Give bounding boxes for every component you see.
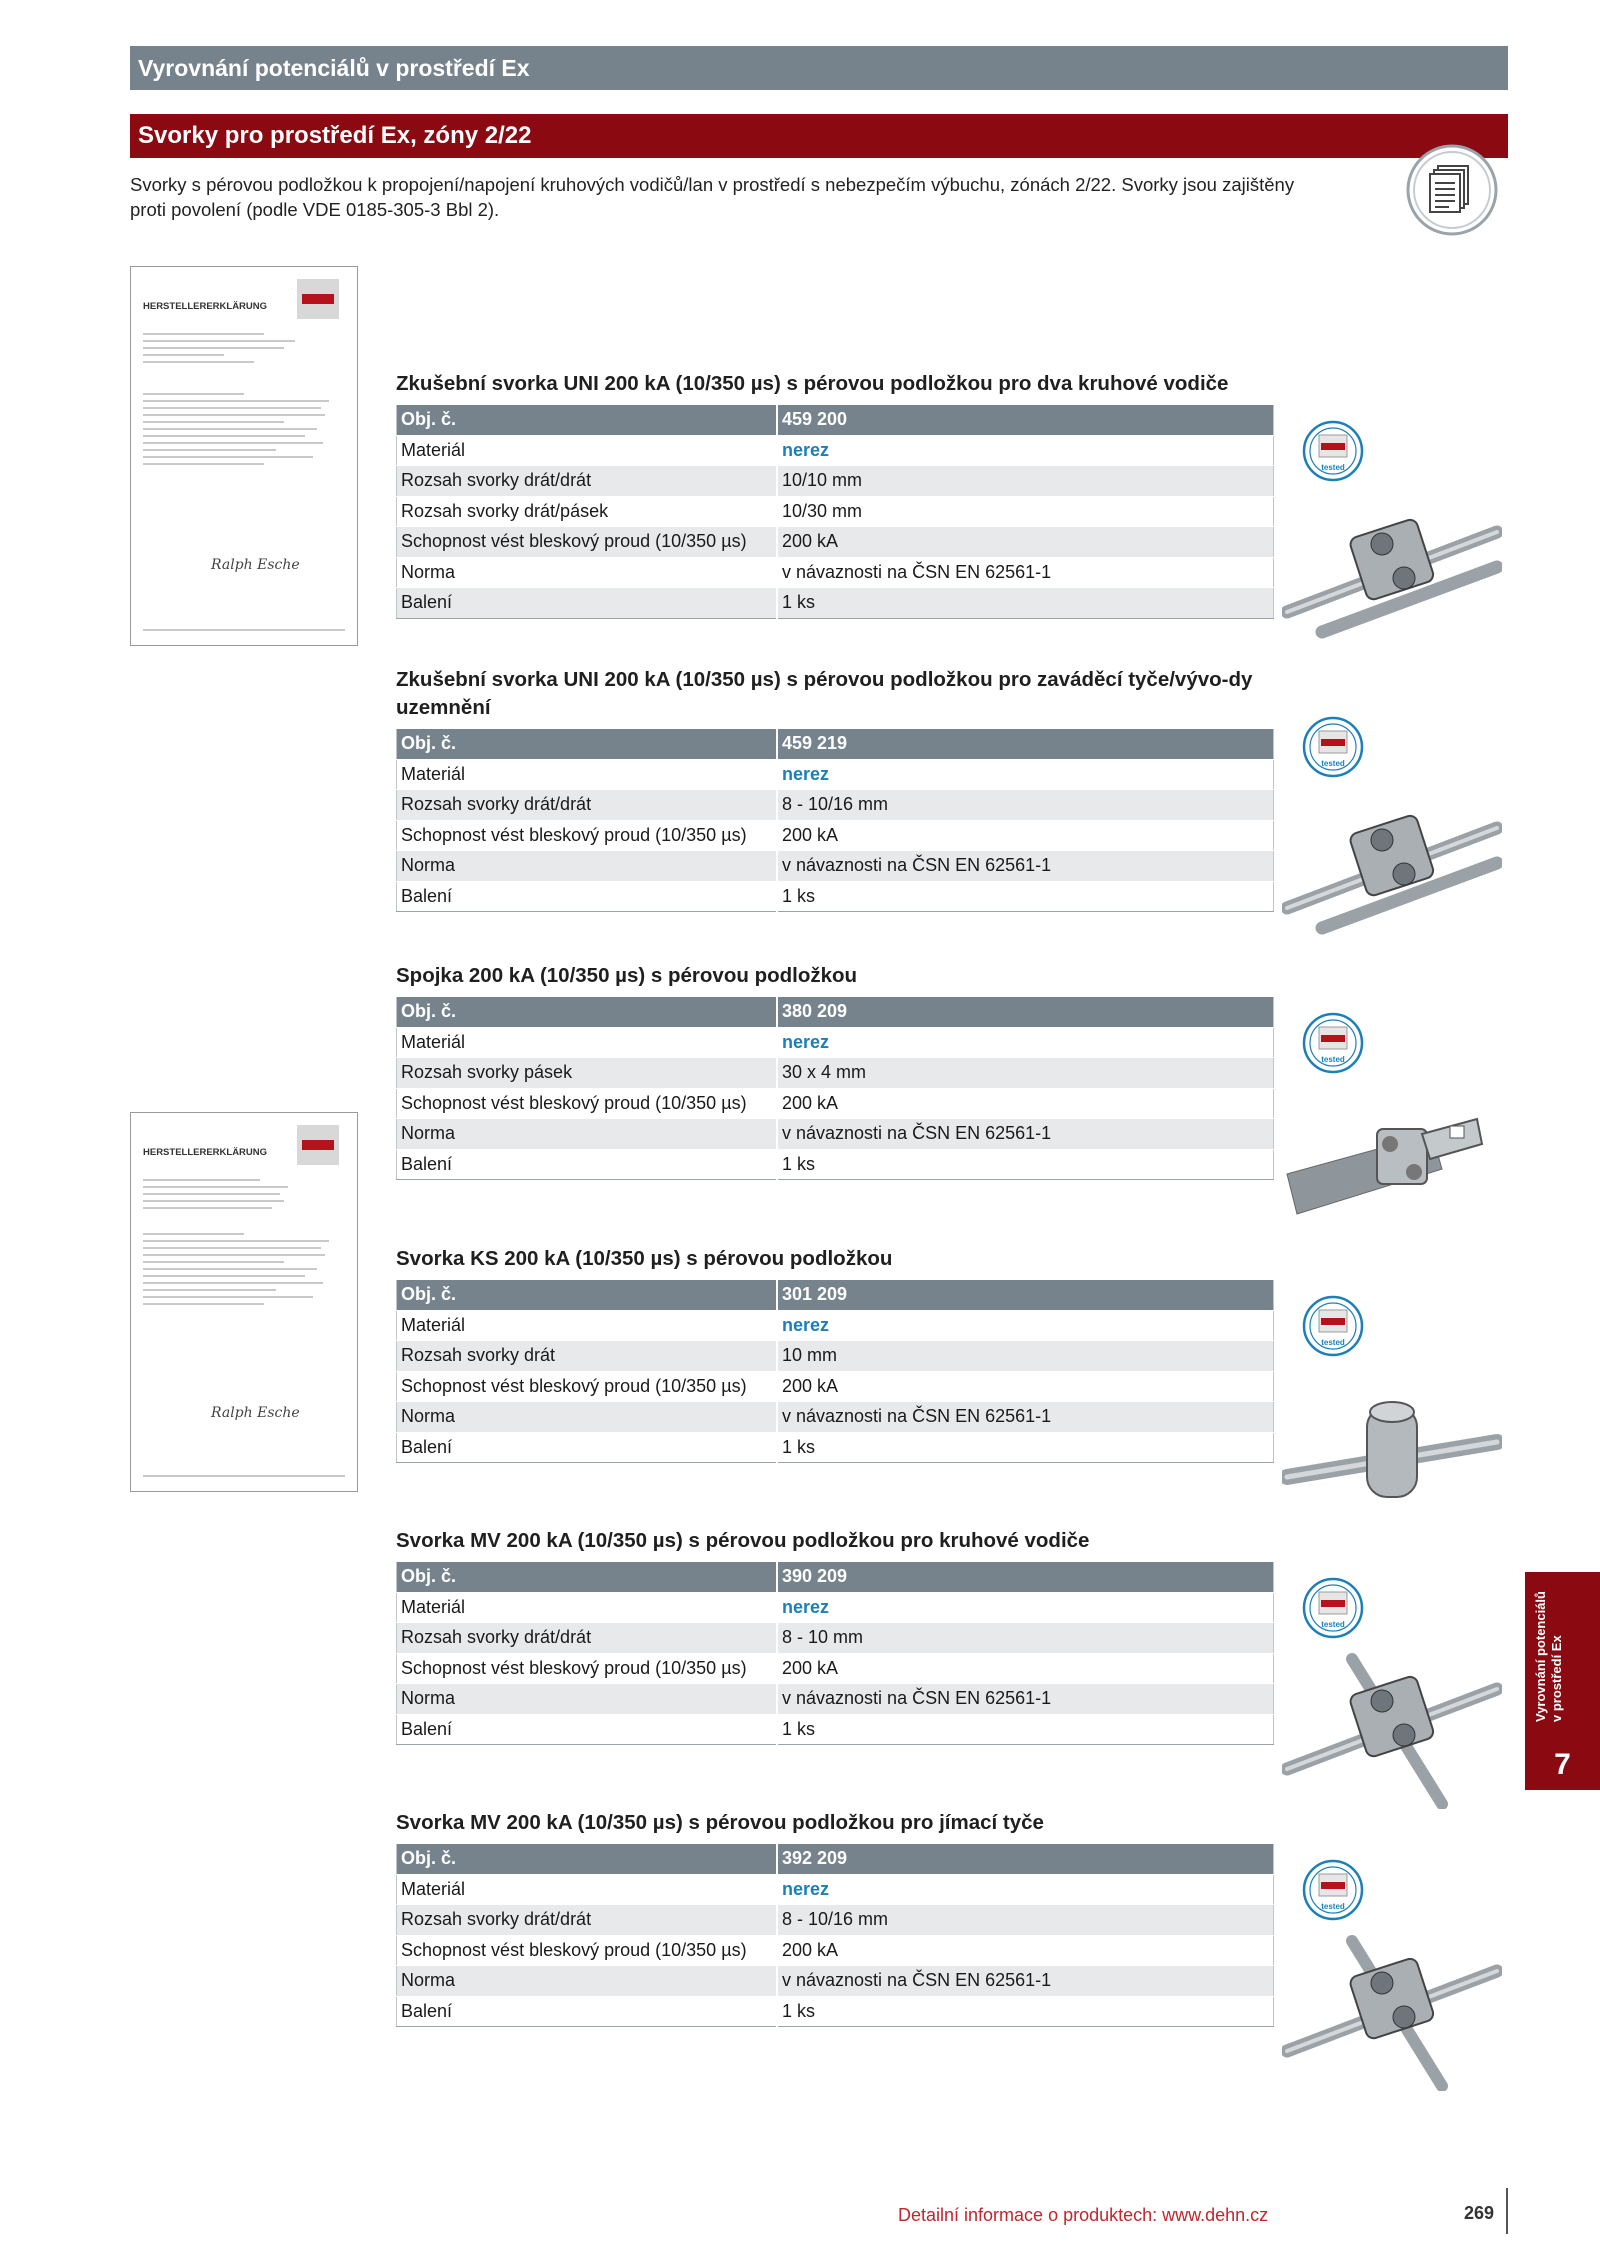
tested-badge-icon bbox=[1302, 1012, 1364, 1074]
dehn-logo bbox=[297, 1125, 339, 1165]
spec-value: 1 ks bbox=[777, 1996, 1274, 2027]
chapter-tab[interactable] bbox=[1525, 1572, 1600, 1790]
spec-table bbox=[396, 1562, 1274, 1745]
spec-row bbox=[397, 881, 1274, 912]
spec-value: 301 209 bbox=[777, 1280, 1274, 1310]
spec-label: Materiál bbox=[397, 759, 778, 790]
tested-badge-icon bbox=[1302, 420, 1364, 482]
spec-label: Norma bbox=[397, 1119, 778, 1150]
spec-value: 10/10 mm bbox=[777, 466, 1274, 497]
spec-table bbox=[396, 997, 1274, 1180]
section-title: Vyrovnání potenciálů v prostředí Ex bbox=[130, 46, 1508, 90]
spec-row bbox=[397, 527, 1274, 558]
spec-table bbox=[396, 1844, 1274, 2027]
spec-label: Obj. č. bbox=[397, 729, 778, 759]
spec-label: Obj. č. bbox=[397, 1562, 778, 1592]
spec-value: v návaznosti na ČSN EN 62561-1 bbox=[777, 557, 1274, 588]
spec-label: Norma bbox=[397, 557, 778, 588]
tested-badge-icon bbox=[1302, 716, 1364, 778]
spec-label: Materiál bbox=[397, 1310, 778, 1341]
product-photo bbox=[1282, 1074, 1502, 1244]
spec-value: 200 kA bbox=[777, 527, 1274, 558]
spec-row bbox=[397, 466, 1274, 497]
spec-value: nerez bbox=[777, 1310, 1274, 1341]
spec-value: 200 kA bbox=[777, 1371, 1274, 1402]
product-title: Zkušební svorka UNI 200 kA (10/350 µs) s pérovou podložkou pro dva kruhové vodiče bbox=[396, 372, 1229, 395]
spec-value: 200 kA bbox=[777, 1088, 1274, 1119]
tested-label: tested bbox=[1321, 1902, 1345, 1911]
spec-row bbox=[397, 1592, 1274, 1623]
tested-badge-icon bbox=[1302, 1577, 1364, 1639]
spec-value: 459 200 bbox=[777, 405, 1274, 435]
product-photo bbox=[1282, 482, 1502, 652]
spec-label: Balení bbox=[397, 881, 778, 912]
spec-value: 380 209 bbox=[777, 997, 1274, 1027]
spec-label: Norma bbox=[397, 1684, 778, 1715]
spec-label: Rozsah svorky drát/drát bbox=[397, 1623, 778, 1654]
spec-row bbox=[397, 851, 1274, 882]
spec-row bbox=[397, 1996, 1274, 2027]
spec-label: Materiál bbox=[397, 1592, 778, 1623]
spec-table bbox=[396, 729, 1274, 912]
page-rule bbox=[1506, 2188, 1508, 2234]
spec-row bbox=[397, 1935, 1274, 1966]
spec-header-row bbox=[397, 1562, 1274, 1592]
spec-value: 459 219 bbox=[777, 729, 1274, 759]
spec-row bbox=[397, 1119, 1274, 1150]
spec-value: 392 209 bbox=[777, 1844, 1274, 1874]
product-459219 bbox=[396, 666, 1276, 912]
spec-label: Balení bbox=[397, 1996, 778, 2027]
tested-badge-icon bbox=[1302, 1859, 1364, 1921]
spec-row bbox=[397, 1653, 1274, 1684]
certificate-text bbox=[143, 333, 345, 470]
spec-label: Balení bbox=[397, 1149, 778, 1180]
spec-value: nerez bbox=[777, 435, 1274, 466]
spec-label: Rozsah svorky pásek bbox=[397, 1058, 778, 1089]
spec-label: Obj. č. bbox=[397, 1280, 778, 1310]
spec-row bbox=[397, 588, 1274, 619]
spec-value: v návaznosti na ČSN EN 62561-1 bbox=[777, 1684, 1274, 1715]
spec-label: Obj. č. bbox=[397, 1844, 778, 1874]
spec-value: v návaznosti na ČSN EN 62561-1 bbox=[777, 1402, 1274, 1433]
spec-label: Schopnost vést bleskový proud (10/350 µs) bbox=[397, 1935, 778, 1966]
certificate-title: HERSTELLERERKLÄRUNG bbox=[143, 301, 268, 312]
spec-label: Rozsah svorky drát/drát bbox=[397, 790, 778, 821]
product-title: Spojka 200 kA (10/350 µs) s pérovou podložkou bbox=[396, 964, 858, 987]
spec-label: Schopnost vést bleskový proud (10/350 µs) bbox=[397, 820, 778, 851]
spec-row bbox=[397, 435, 1274, 466]
product-title: Svorka MV 200 kA (10/350 µs) s pérovou podložkou pro kruhové vodiče bbox=[396, 1529, 1090, 1552]
certificate-thumbnail-2[interactable] bbox=[130, 1112, 358, 1492]
certificate-signature: Ralph Esche bbox=[211, 557, 300, 573]
spec-value: 1 ks bbox=[777, 588, 1274, 619]
spec-row bbox=[397, 820, 1274, 851]
spec-value: 30 x 4 mm bbox=[777, 1058, 1274, 1089]
tested-badge-icon bbox=[1302, 1295, 1364, 1357]
product-title: Zkušební svorka UNI 200 kA (10/350 µs) s pérovou podložkou pro zaváděcí tyče/vývo-dy uzemnění bbox=[396, 668, 1253, 719]
spec-label: Materiál bbox=[397, 1027, 778, 1058]
spec-row bbox=[397, 496, 1274, 527]
product-392209 bbox=[396, 1809, 1276, 2027]
spec-label: Rozsah svorky drát/pásek bbox=[397, 496, 778, 527]
tested-label: tested bbox=[1321, 759, 1345, 768]
product-photo bbox=[1282, 1639, 1502, 1809]
spec-label: Schopnost vést bleskový proud (10/350 µs) bbox=[397, 1088, 778, 1119]
spec-value: 10/30 mm bbox=[777, 496, 1274, 527]
certificate-signature: Ralph Esche bbox=[211, 1405, 300, 1421]
spec-label: Obj. č. bbox=[397, 997, 778, 1027]
spec-value: 10 mm bbox=[777, 1341, 1274, 1372]
product-title: Svorka MV 200 kA (10/350 µs) s pérovou podložkou pro jímací tyče bbox=[396, 1811, 1044, 1834]
spec-header-row bbox=[397, 1844, 1274, 1874]
spec-value: 8 - 10 mm bbox=[777, 1623, 1274, 1654]
tested-label: tested bbox=[1321, 463, 1345, 472]
spec-row bbox=[397, 1058, 1274, 1089]
spec-row bbox=[397, 1027, 1274, 1058]
spec-row bbox=[397, 1684, 1274, 1715]
spec-value: v návaznosti na ČSN EN 62561-1 bbox=[777, 1119, 1274, 1150]
chapter-number: 7 bbox=[1554, 1748, 1571, 1781]
spec-value: 8 - 10/16 mm bbox=[777, 790, 1274, 821]
spec-table bbox=[396, 1280, 1274, 1463]
spec-label: Materiál bbox=[397, 1874, 778, 1905]
spec-label: Balení bbox=[397, 588, 778, 619]
spec-row bbox=[397, 1874, 1274, 1905]
spec-header-row bbox=[397, 729, 1274, 759]
spec-label: Materiál bbox=[397, 435, 778, 466]
spec-row bbox=[397, 759, 1274, 790]
spec-row bbox=[397, 1310, 1274, 1341]
product-459200 bbox=[396, 370, 1276, 619]
spec-row bbox=[397, 1341, 1274, 1372]
certificate-text bbox=[143, 1179, 345, 1310]
spec-row bbox=[397, 1966, 1274, 1997]
spec-value: 1 ks bbox=[777, 1714, 1274, 1745]
spec-row bbox=[397, 1402, 1274, 1433]
spec-header-row bbox=[397, 405, 1274, 435]
spec-header-row bbox=[397, 1280, 1274, 1310]
spec-row bbox=[397, 790, 1274, 821]
spec-label: Schopnost vést bleskový proud (10/350 µs) bbox=[397, 527, 778, 558]
product-photo bbox=[1282, 1357, 1502, 1527]
product-title: Svorka KS 200 kA (10/350 µs) s pérovou podložkou bbox=[396, 1247, 893, 1270]
spec-value: 200 kA bbox=[777, 820, 1274, 851]
spec-row bbox=[397, 1432, 1274, 1463]
spec-value: v návaznosti na ČSN EN 62561-1 bbox=[777, 851, 1274, 882]
spec-label: Norma bbox=[397, 851, 778, 882]
spec-label: Norma bbox=[397, 1966, 778, 1997]
spec-value: 200 kA bbox=[777, 1653, 1274, 1684]
product-photo bbox=[1282, 778, 1502, 948]
spec-value: 8 - 10/16 mm bbox=[777, 1905, 1274, 1936]
spec-row bbox=[397, 1905, 1274, 1936]
spec-value: 390 209 bbox=[777, 1562, 1274, 1592]
spec-row bbox=[397, 1088, 1274, 1119]
spec-value: 200 kA bbox=[777, 1935, 1274, 1966]
spec-row bbox=[397, 1371, 1274, 1402]
spec-value: nerez bbox=[777, 1027, 1274, 1058]
spec-label: Norma bbox=[397, 1402, 778, 1433]
product-380209 bbox=[396, 962, 1276, 1180]
spec-label: Balení bbox=[397, 1714, 778, 1745]
spec-label: Obj. č. bbox=[397, 405, 778, 435]
certificate-thumbnail-1[interactable] bbox=[130, 266, 358, 646]
certificate-title: HERSTELLERERKLÄRUNG bbox=[143, 1147, 268, 1158]
spec-label: Rozsah svorky drát bbox=[397, 1341, 778, 1372]
spec-value: v návaznosti na ČSN EN 62561-1 bbox=[777, 1966, 1274, 1997]
spec-value: nerez bbox=[777, 1874, 1274, 1905]
spec-label: Schopnost vést bleskový proud (10/350 µs) bbox=[397, 1371, 778, 1402]
chapter-tab-label: Vyrovnání potenciálů v prostředí Ex bbox=[1533, 1591, 1564, 1722]
spec-label: Rozsah svorky drát/drát bbox=[397, 1905, 778, 1936]
intro-text: Svorky s pérovou podložkou k propojení/napojení kruhových vodičů/lan v prostředí s nebezpečím výbuchu, zónách 2/22. Svorky jsou zajištěny proti povolení (podle VDE 0185-305-3 Bbl 2). bbox=[130, 174, 1295, 220]
spec-value: nerez bbox=[777, 1592, 1274, 1623]
spec-value: 1 ks bbox=[777, 881, 1274, 912]
spec-row bbox=[397, 1714, 1274, 1745]
spec-row bbox=[397, 1623, 1274, 1654]
spec-label: Rozsah svorky drát/drát bbox=[397, 466, 778, 497]
spec-table bbox=[396, 405, 1274, 619]
spec-label: Balení bbox=[397, 1432, 778, 1463]
product-301209 bbox=[396, 1245, 1276, 1463]
dehn-logo bbox=[297, 279, 339, 319]
tested-label: tested bbox=[1321, 1055, 1345, 1064]
spec-header-row bbox=[397, 997, 1274, 1027]
tested-label: tested bbox=[1321, 1338, 1345, 1347]
product-390209 bbox=[396, 1527, 1276, 1745]
documents-icon[interactable] bbox=[1404, 142, 1500, 238]
spec-value: nerez bbox=[777, 759, 1274, 790]
spec-row bbox=[397, 557, 1274, 588]
spec-value: 1 ks bbox=[777, 1149, 1274, 1180]
tested-label: tested bbox=[1321, 1620, 1345, 1629]
spec-row bbox=[397, 1149, 1274, 1180]
page-number: 269 bbox=[1464, 2203, 1495, 2223]
product-photo bbox=[1282, 1921, 1502, 2091]
spec-value: 1 ks bbox=[777, 1432, 1274, 1463]
footer-link[interactable]: Detailní informace o produktech: www.dehn.cz bbox=[898, 2205, 1269, 2225]
subsection-title: Svorky pro prostředí Ex, zóny 2/22 bbox=[130, 114, 1508, 158]
spec-label: Schopnost vést bleskový proud (10/350 µs) bbox=[397, 1653, 778, 1684]
